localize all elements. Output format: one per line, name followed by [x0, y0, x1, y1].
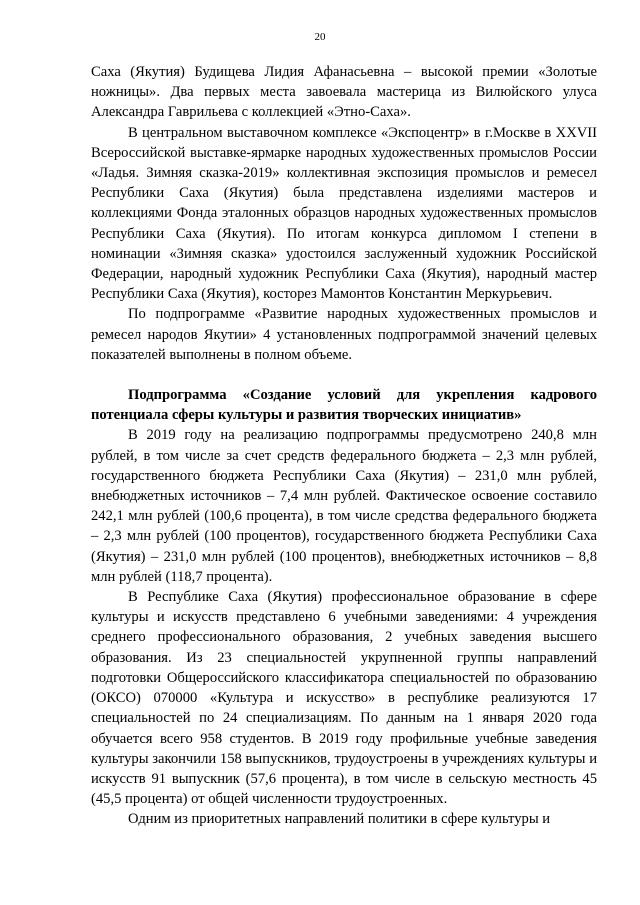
paragraph-education: В Республике Саха (Якутия) профессиональное образование в сфере культуры и искусств представлено 6 учебными заведениями: 4 учреждения среднего профессионального образования, 2 учебных заведения высшего образования. Из 23 специальностей укрупненной группы направлений подготовки Общероссийского классификатора специальностей по образованию (ОКСО) 070000 «Культура и искусство» в республике реализуются 17 специальностей по 24 специализациям. По данным на 1 января 2020 года обучается всего 958 студентов. В 2019 году профильные учебные заведения культуры закончили 158 выпускников, трудоустроены в учреждениях культуры и искусств 91 выпускник (57,6 процента), в том числе в сельскую местность 45 (45,5 процента) от общей численности трудоустроенных.: [91, 589, 597, 808]
paragraph-priority-directions: Одним из приоритетных направлений политики в сфере культуры и: [128, 811, 551, 828]
paragraph-continuation: Саха (Якутия) Будищева Лидия Афанасьевна – высокой премии «Золотые ножницы». Два первых места завоевала мастерица из Вилюйского улуса Александра Гаврильева с коллекцией «Этно-Саха».: [91, 64, 597, 121]
paragraph-subprogram-crafts-result: По подпрограмме «Развитие народных художественных промыслов и ремесел народов Якутии» 4 установленных подпрограммой значений целевых показателей выполнены в полном объеме.: [91, 306, 597, 363]
paragraph-funding: В 2019 году на реализацию подпрограммы предусмотрено 240,8 млн рублей, в том числе за счет средств федерального бюджета – 2,3 млн рублей, государственного бюджета Республики Саха (Якутия) – 231,0 млн рублей, внебюджетных источников – 7,4 млн рублей. Фактическое освоение составило 242,1 млн рублей (100,6 процента), в том числе средства федерального бюджета – 2,3 млн рублей (100 процентов), государственного бюджета Республики Саха (Якутия) – 231,0 млн рублей (100 процентов), внебюджетных источников – 8,8 млн рублей (118,7 процента).: [91, 427, 597, 585]
page-number: 20: [314, 31, 326, 43]
document-body: [91, 62, 597, 830]
section-heading-subprogram: Подпрограмма «Создание условий для укрепления кадрового потенциала сферы культуры и развития творческих инициатив»: [91, 387, 597, 424]
paragraph-expocentre: В центральном выставочном комплексе «Экспоцентр» в г.Москве в XXVII Всероссийской выставке-ярмарке народных художественных промыслов России «Ладья. Зимняя сказка-2019» коллективная экспозиция промыслов и ремесел Республики Саха (Якутия) была представлена изделиями мастеров и коллекциями Фонда эталонных образцов народных художественных промыслов Республики Саха (Якутия). По итогам конкурса дипломом I степени в номинации «Зимняя сказка» удостоился заслуженный художник Российской Федерации, народный художник Республики Саха (Якутия), народный мастер Республики Саха (Якутия), косторез Мамонтов Константин Меркурьевич.: [91, 124, 597, 303]
